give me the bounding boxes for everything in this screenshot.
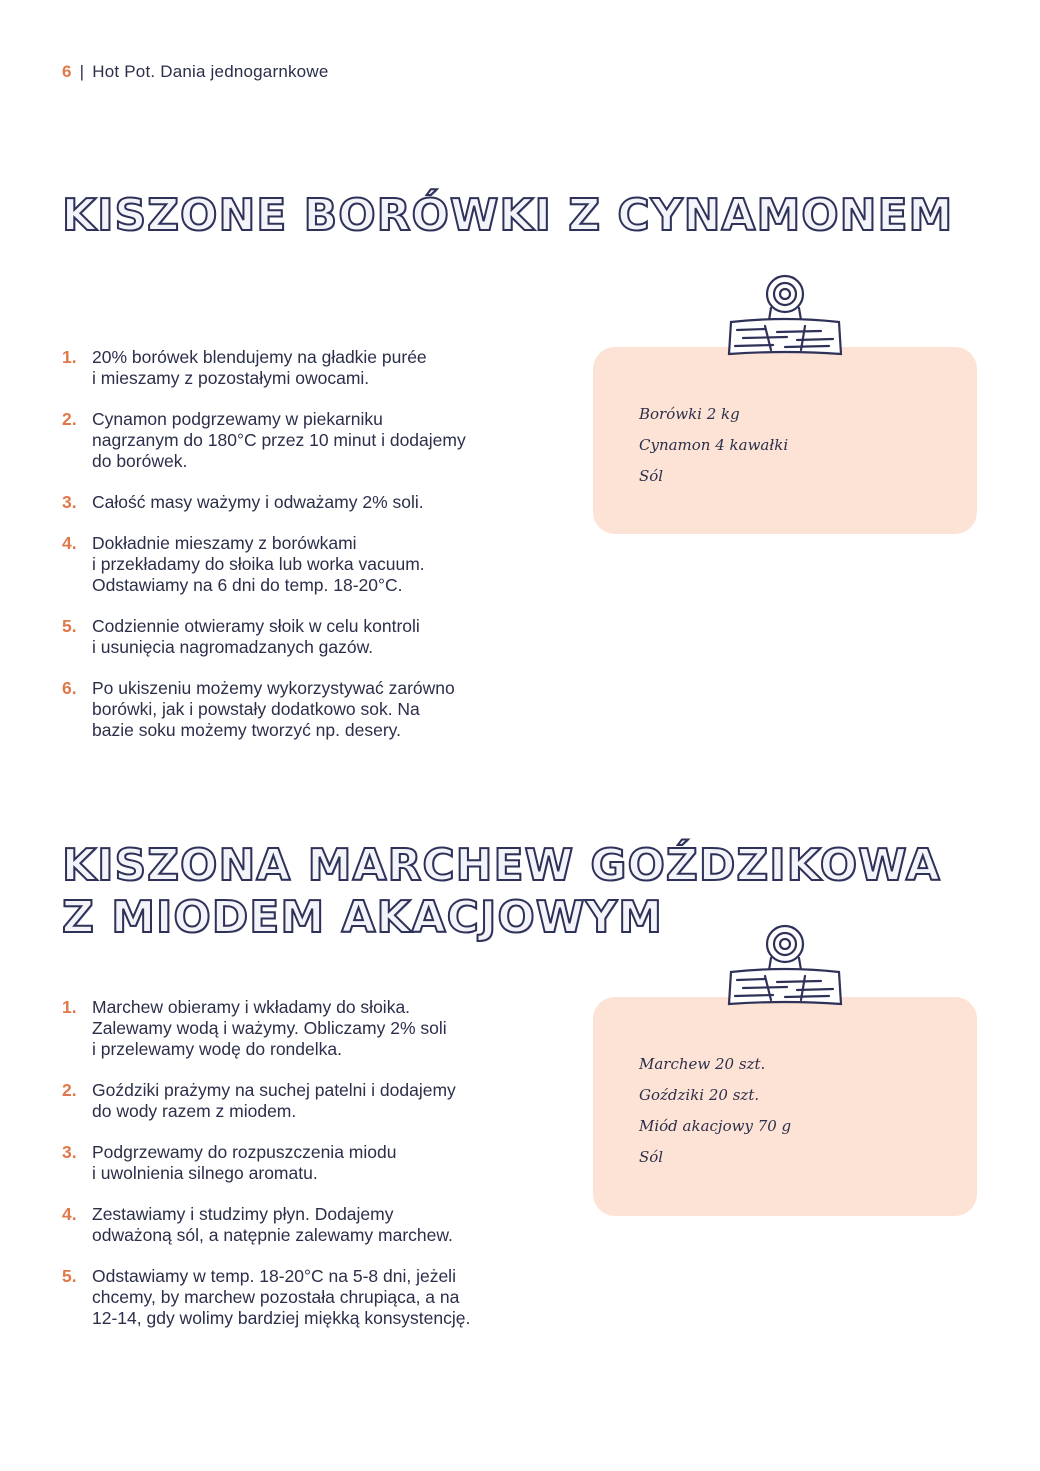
step-text: Marchew obieramy i wkładamy do słoika. Zalewamy wodą i ważymy. Obliczamy 2% soli i przelewamy wodę do rondelka. (92, 997, 447, 1059)
clipboard-clip-icon (725, 920, 845, 1010)
header-separator: | (79, 62, 85, 81)
ingredients-card (593, 347, 977, 534)
ingredients-list (639, 1049, 791, 1173)
recipe-steps (62, 347, 522, 761)
step-number: 1. (62, 347, 77, 367)
step-number: 3. (62, 492, 77, 512)
recipe-title: KISZONE BORÓWKI Z CYNAMONEM (62, 190, 954, 241)
ingredient-item: Goździki 20 szt. (639, 1086, 760, 1104)
step-text: Całość masy ważymy i odważamy 2% soli. (92, 492, 424, 512)
step-item (62, 997, 522, 1060)
step-text: Cynamon podgrzewamy w piekarniku nagrzanym do 180°C przez 10 minut i dodajemy do borówek. (92, 409, 466, 471)
step-item (62, 533, 522, 596)
step-item (62, 347, 522, 389)
step-number: 4. (62, 533, 77, 553)
step-item (62, 492, 522, 513)
step-number: 2. (62, 1080, 77, 1100)
ingredient-item: Marchew 20 szt. (639, 1055, 766, 1073)
ingredients-list (639, 399, 788, 492)
step-item (62, 1266, 522, 1329)
ingredient-item: Sól (639, 1148, 664, 1166)
step-number: 3. (62, 1142, 77, 1162)
step-number: 2. (62, 409, 77, 429)
ingredient-item: Sól (639, 467, 664, 485)
step-text: Po ukiszeniu możemy wykorzystywać zarówno borówki, jak i powstały dodatkowo sok. Na bazie soku możemy tworzyć np. desery. (92, 678, 455, 740)
step-text: Dokładnie mieszamy z borówkami i przekładamy do słoika lub worka vacuum. Odstawiamy na 6 dni do temp. 18-20°C. (92, 533, 425, 595)
ingredients-card (593, 997, 977, 1216)
step-item (62, 1142, 522, 1184)
step-number: 6. (62, 678, 77, 698)
step-text: Odstawiamy w temp. 18-20°C na 5-8 dni, jeżeli chcemy, by marchew pozostała chrupiąca, a na 12-14, gdy wolimy bardziej miękką konsystencję. (92, 1266, 471, 1328)
step-text: Goździki prażymy na suchej patelni i dodajemy do wody razem z miodem. (92, 1080, 456, 1121)
step-number: 5. (62, 616, 77, 636)
step-item (62, 1204, 522, 1246)
step-item (62, 678, 522, 741)
page-number: 6 (62, 62, 72, 81)
step-number: 4. (62, 1204, 77, 1224)
step-number: 1. (62, 997, 77, 1017)
page-header (62, 62, 328, 82)
ingredient-item: Borówki 2 kg (639, 405, 740, 423)
step-item (62, 616, 522, 658)
step-text: 20% borówek blendujemy na gładkie purée i mieszamy z pozostałymi owocami. (92, 347, 427, 388)
book-title: Hot Pot. Dania jednogarnkowe (92, 62, 329, 81)
clipboard-clip-icon (725, 270, 845, 360)
step-item (62, 409, 522, 472)
recipe-title: KISZONA MARCHEW GOŹDZIKOWA Z MIODEM AKACJOWYM (62, 840, 941, 943)
ingredient-item: Cynamon 4 kawałki (639, 436, 789, 454)
step-text: Zestawiamy i studzimy płyn. Dodajemy odważoną sól, a natępnie zalewamy marchew. (92, 1204, 453, 1245)
step-item (62, 1080, 522, 1122)
step-text: Codziennie otwieramy słoik w celu kontroli i usunięcia nagromadzanych gazów. (92, 616, 420, 657)
recipe-steps (62, 997, 522, 1349)
step-number: 5. (62, 1266, 77, 1286)
ingredient-item: Miód akacjowy 70 g (639, 1117, 792, 1135)
step-text: Podgrzewamy do rozpuszczenia miodu i uwolnienia silnego aromatu. (92, 1142, 397, 1183)
